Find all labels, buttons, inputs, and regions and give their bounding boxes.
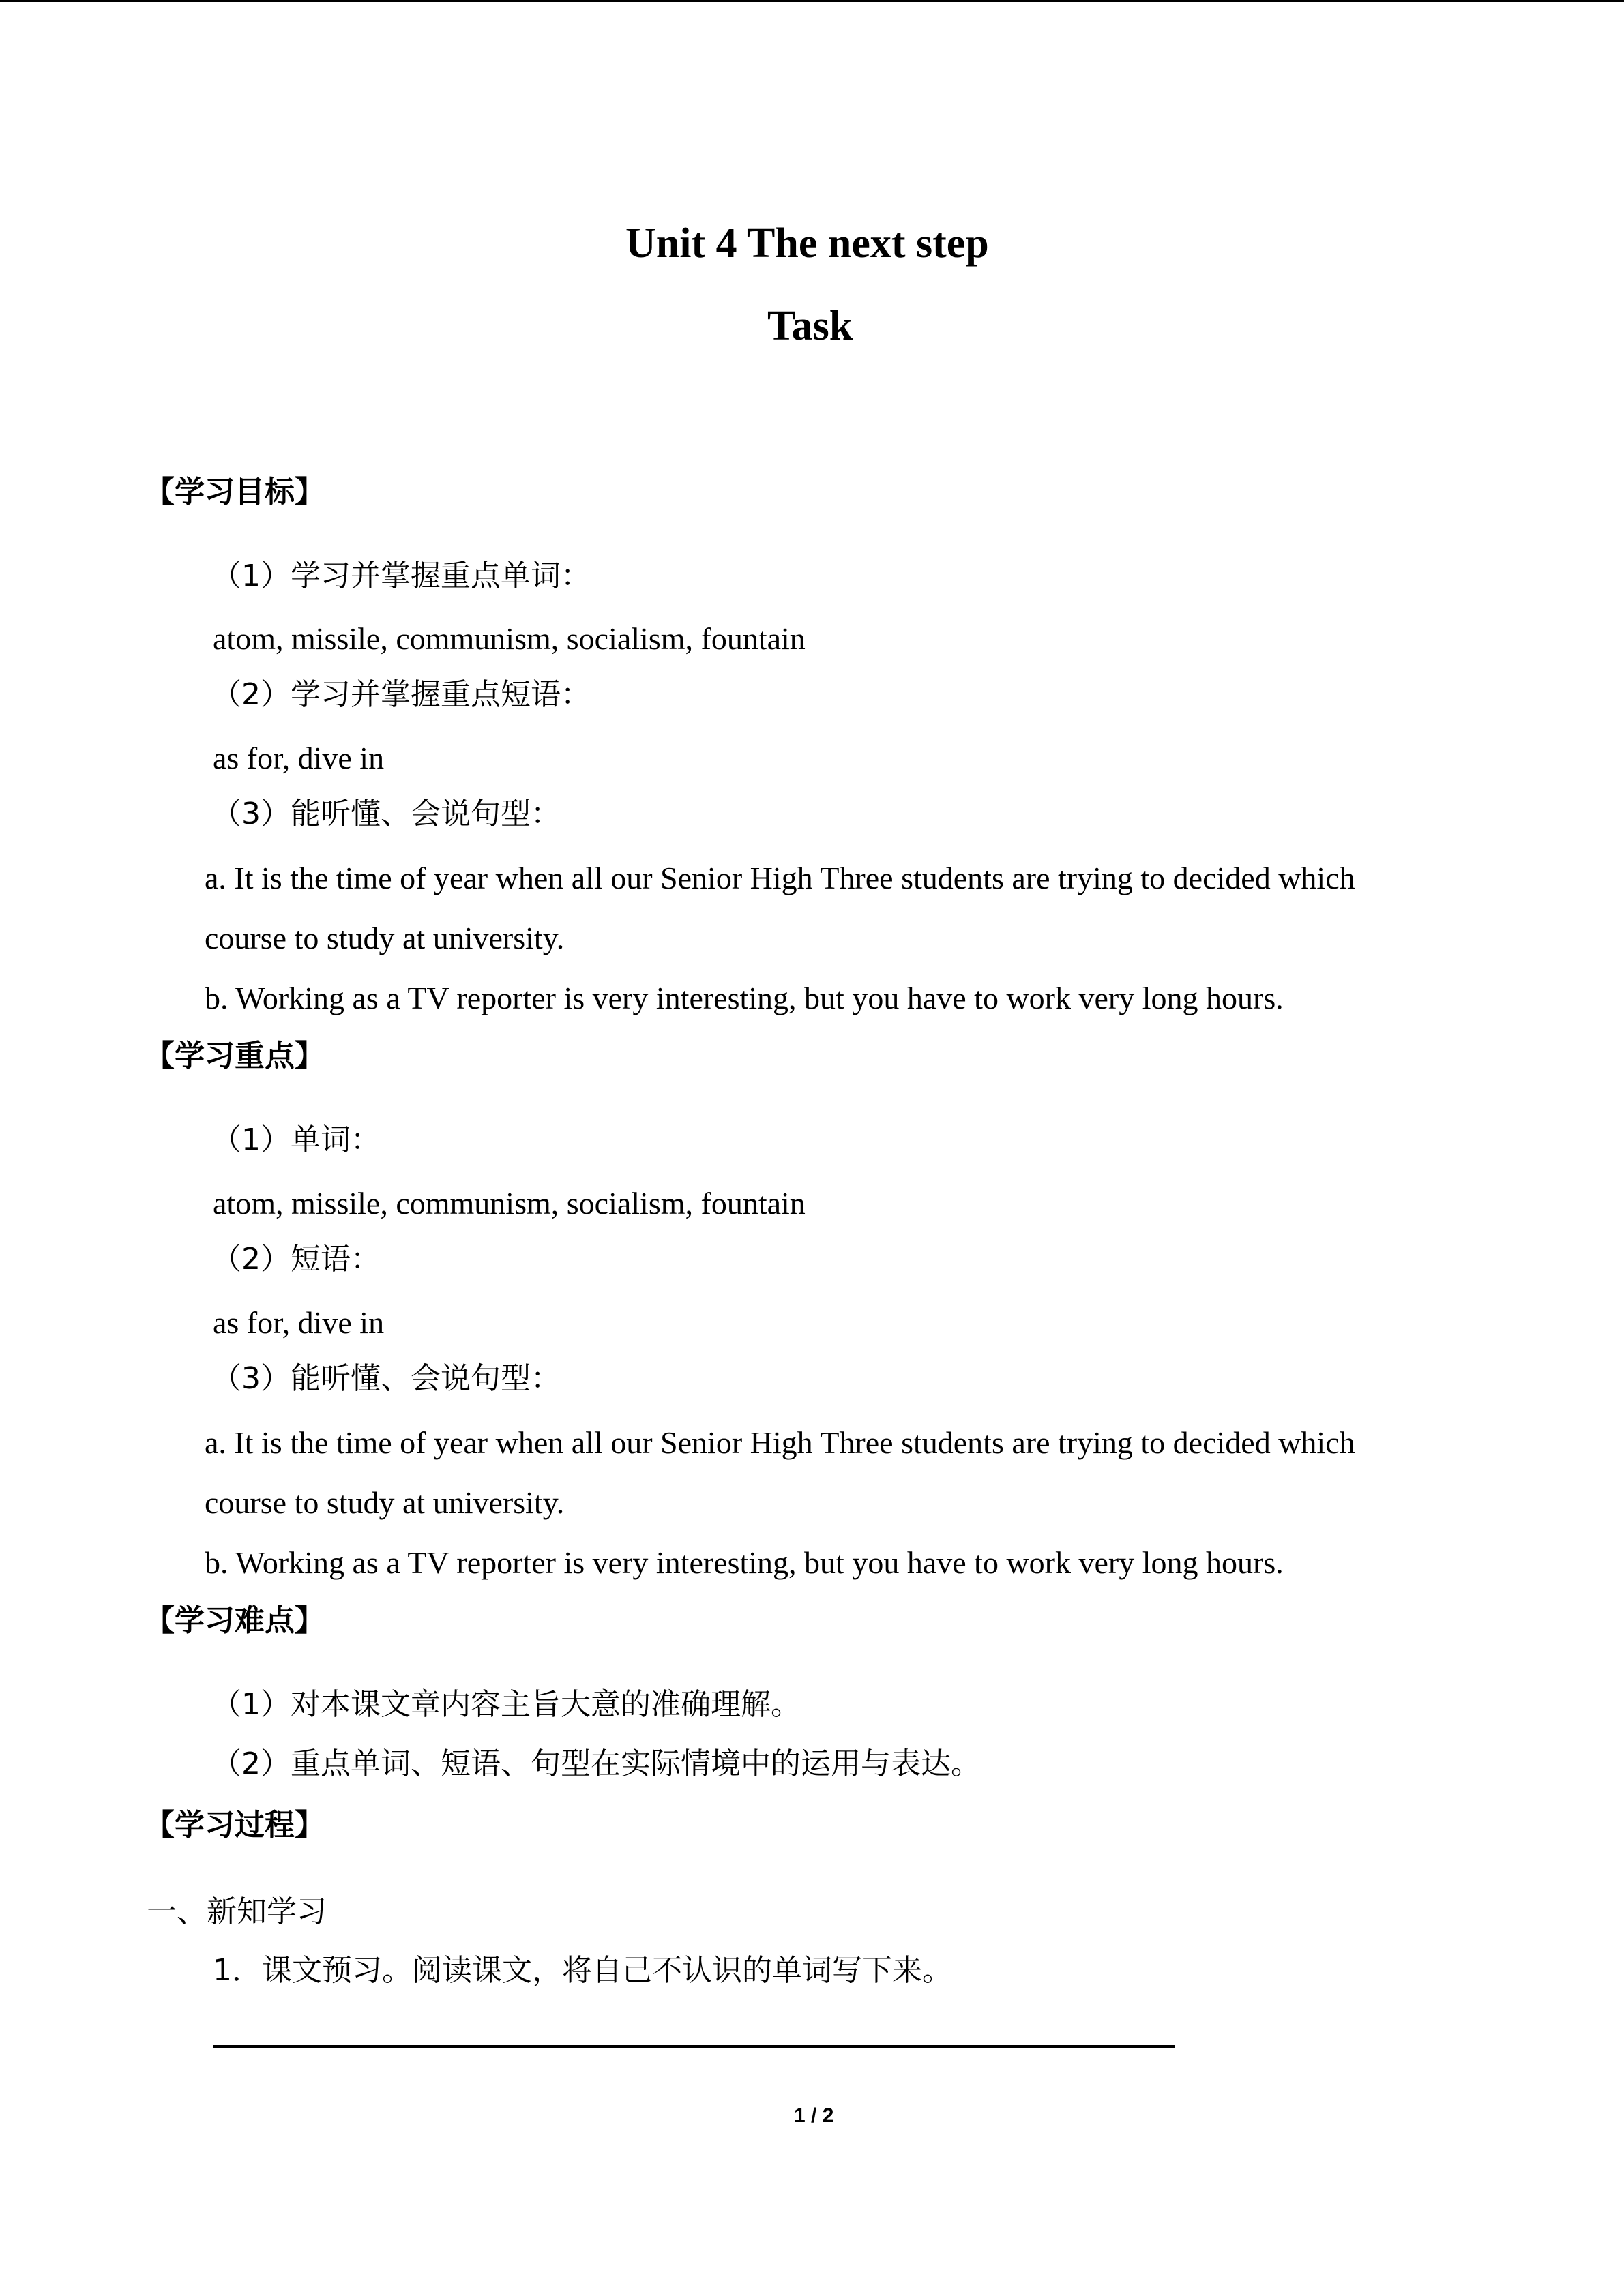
page-number: 1 / 2 xyxy=(794,2104,834,2127)
difficulties-heading: 【学习难点】 xyxy=(145,1603,325,1638)
difficulties-item-2: （2）重点单词、短语、句型在实际情境中的运用与表达。 xyxy=(211,1746,981,1781)
key-points-item-2: （2）短语： xyxy=(211,1242,381,1277)
difficulties-item-1: （1）对本课文章内容主旨大意的准确理解。 xyxy=(211,1687,801,1722)
objectives-words: atom, missile, communism, socialism, fountain xyxy=(213,621,806,656)
process-task-1: 1．课文预习。阅读课文，将自己不认识的单词写下来。 xyxy=(213,1953,952,1988)
objectives-item-2: （2）学习并掌握重点短语： xyxy=(211,677,591,712)
key-points-words: atom, missile, communism, socialism, fountain xyxy=(213,1186,806,1221)
document-title: Unit 4 The next step xyxy=(625,220,989,267)
objectives-sentence-b: b. Working as a TV reporter is very interesting, but you have to work very long hours. xyxy=(205,981,1284,1015)
objectives-heading: 【学习目标】 xyxy=(145,475,325,509)
answer-blank-line xyxy=(213,2045,1175,2048)
key-points-phrases: as for, dive in xyxy=(213,1305,385,1340)
objectives-phrases: as for, dive in xyxy=(213,741,385,775)
objectives-item-1: （1）学习并掌握重点单词： xyxy=(211,558,591,593)
key-points-sentence-b: b. Working as a TV reporter is very interesting, but you have to work very long hours. xyxy=(205,1545,1284,1580)
objectives-sentence-a-line2: course to study at university. xyxy=(205,921,565,955)
process-section-1: 一、新知学习 xyxy=(147,1894,327,1929)
top-border-rule xyxy=(0,0,1624,2)
objectives-sentence-a-line1: a. It is the time of year when all our Senior High Three students are trying to decided which xyxy=(205,861,1355,895)
objectives-item-3: （3）能听懂、会说句型： xyxy=(211,796,561,831)
process-heading: 【学习过程】 xyxy=(145,1808,325,1843)
key-points-sentence-a-line1: a. It is the time of year when all our Senior High Three students are trying to decided which xyxy=(205,1425,1355,1460)
document-subtitle: Task xyxy=(767,303,853,349)
key-points-item-3: （3）能听懂、会说句型： xyxy=(211,1361,561,1396)
key-points-item-1: （1）单词： xyxy=(211,1122,381,1157)
key-points-sentence-a-line2: course to study at university. xyxy=(205,1485,565,1520)
key-points-heading: 【学习重点】 xyxy=(145,1039,325,1073)
